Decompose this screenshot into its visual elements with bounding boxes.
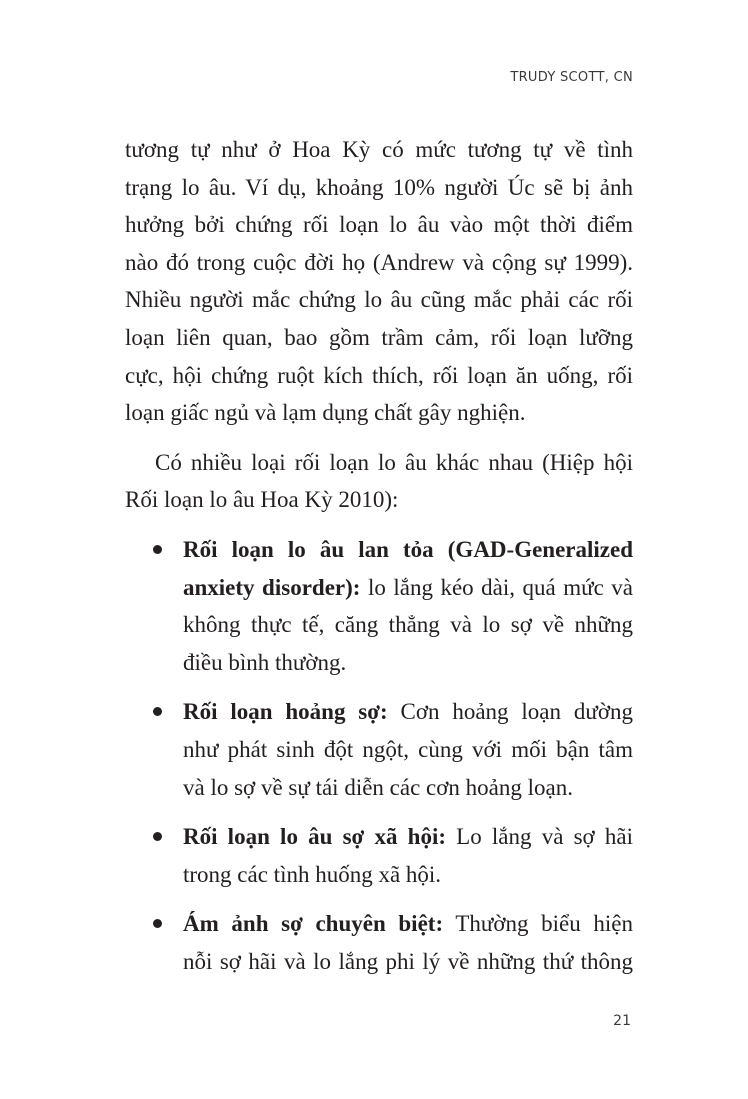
text-line — [183, 769, 633, 807]
text-line — [183, 606, 633, 644]
text-line — [183, 856, 633, 894]
text-line — [183, 943, 633, 981]
text-run: không thực tế, căng thẳng và lo sợ về những — [183, 612, 633, 638]
text-run: loạn liên quan, bao gồm trầm cảm, rối loạn lưỡng — [125, 324, 633, 350]
bullet-icon — [153, 832, 162, 841]
text-line — [125, 394, 633, 432]
bullet-list-item — [125, 818, 633, 893]
bullet-icon — [153, 545, 162, 554]
text-line — [125, 131, 633, 169]
text-run: Nhiều người mắc chứng lo âu cũng mắc phải các rối — [125, 287, 633, 313]
text-run: như phát sinh đột ngột, cùng với mối bận tâm — [183, 736, 633, 762]
bold-term: Rối loạn lo âu lan tỏa (GAD-Generalized — [183, 536, 633, 562]
bold-term: anxiety disorder): — [183, 574, 361, 600]
text-run: nào đó trong cuộc đời họ (Andrew và cộng sự 1999). — [125, 249, 633, 275]
text-line — [125, 319, 633, 357]
bold-term: Rối loạn lo âu sợ xã hội: — [183, 824, 446, 850]
text-line — [183, 693, 633, 731]
text-line — [125, 281, 633, 319]
text-run: trong các tình huống xã hội. — [183, 861, 442, 887]
page-body — [125, 131, 633, 992]
text-run: điều bình thường. — [183, 649, 347, 675]
text-run: tương tự như ở Hoa Kỳ có mức tương tự về tình — [125, 137, 633, 162]
text-run: cực, hội chứng ruột kích thích, rối loạn ăn uống, rối — [125, 362, 633, 388]
text-line — [125, 169, 633, 207]
text-run: Rối loạn lo âu Hoa Kỳ 2010): — [125, 487, 399, 513]
text-line — [183, 731, 633, 769]
bold-term: Rối loạn hoảng sợ: — [183, 699, 388, 725]
text-run: Có nhiều loại rối loạn lo âu khác nhau (Hiệp hội — [155, 449, 633, 475]
text-line — [183, 818, 633, 856]
text-run: hưởng bởi chứng rối loạn lo âu vào một thời điểm — [125, 212, 633, 238]
text-run: Lo lắng và sợ hãi — [446, 824, 633, 850]
text-run: Cơn hoảng loạn dường — [387, 699, 633, 725]
bullet-list-item — [125, 693, 633, 806]
bullet-list-item — [125, 905, 633, 980]
page-number: 21 — [613, 1013, 631, 1029]
text-line — [183, 644, 633, 682]
text-run: Thường biểu hiện — [443, 911, 633, 937]
bullet-list-item — [125, 531, 633, 681]
paragraph — [125, 444, 633, 519]
text-run: trạng lo âu. Ví dụ, khoảng 10% người Úc sẽ bị ảnh — [125, 174, 633, 200]
text-line — [183, 569, 633, 607]
text-line — [183, 905, 633, 943]
text-line — [125, 244, 633, 282]
text-run: nỗi sợ hãi và lo lắng phi lý về những thứ thông — [183, 948, 633, 974]
text-line — [125, 444, 633, 482]
text-line — [125, 481, 633, 519]
text-run: lo lắng kéo dài, quá mức và — [360, 574, 634, 600]
bold-term: Ám ảnh sợ chuyên biệt: — [183, 911, 444, 937]
running-head: TRUDY SCOTT, CN — [510, 70, 633, 85]
bullet-icon — [153, 919, 162, 928]
text-line — [125, 357, 633, 395]
text-run: và lo sợ về sự tái diễn các cơn hoảng loạn. — [183, 774, 573, 800]
text-line — [183, 531, 633, 569]
bullet-icon — [153, 707, 162, 716]
text-line — [125, 206, 633, 244]
text-run: loạn giấc ngủ và lạm dụng chất gây nghiện. — [125, 400, 526, 426]
paragraph — [125, 131, 633, 432]
